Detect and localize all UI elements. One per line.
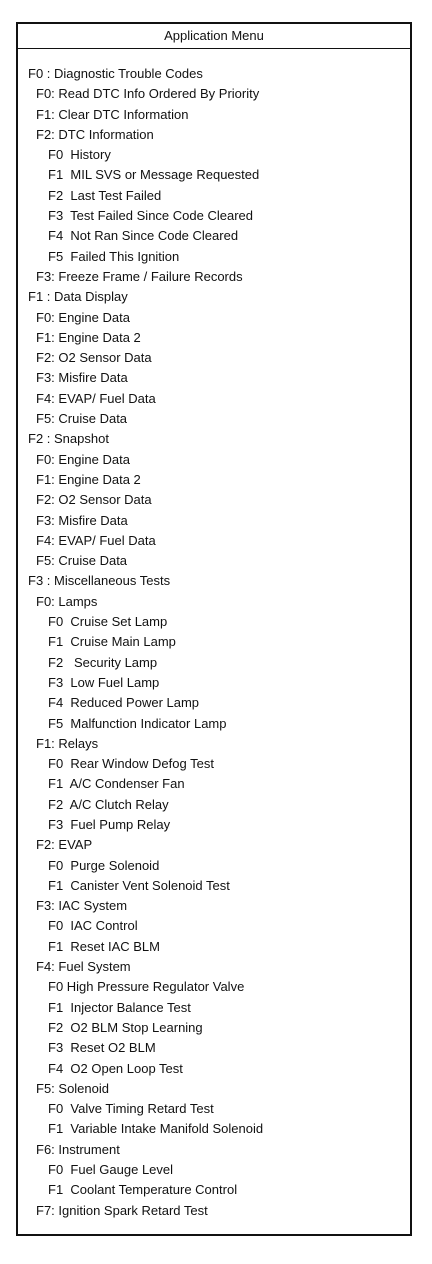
menu-item[interactable]: F2 Last Test Failed	[48, 187, 162, 203]
menu-item[interactable]: F1 Coolant Temperature Control	[48, 1182, 238, 1198]
menu-item[interactable]: F5 Failed This Ignition	[48, 248, 180, 264]
menu-item[interactable]: F1 Canister Vent Solenoid Test	[48, 877, 230, 893]
menu-item[interactable]: F2 O2 BLM Stop Learning	[48, 1019, 203, 1035]
menu-item[interactable]: F0 History	[48, 147, 111, 163]
menu-item[interactable]: F5: Solenoid	[36, 1080, 109, 1096]
menu-item[interactable]: F5: Cruise Data	[36, 411, 128, 427]
menu-item[interactable]: F2: O2 Sensor Data	[36, 492, 152, 508]
menu-item[interactable]: F1 Injector Balance Test	[48, 999, 191, 1015]
menu-item[interactable]: F0 Cruise Set Lamp	[48, 614, 168, 630]
menu-item[interactable]: F0: Read DTC Info Ordered By Priority	[36, 86, 260, 102]
menu-item[interactable]: F1: Engine Data 2	[36, 471, 141, 487]
menu-item[interactable]: F2: DTC Information	[36, 126, 154, 142]
application-menu-panel	[16, 22, 412, 1236]
menu-item[interactable]: F2: O2 Sensor Data	[36, 350, 152, 366]
menu-item[interactable]: F2 Security Lamp	[48, 654, 158, 670]
menu-item[interactable]: F0 IAC Control	[48, 918, 138, 934]
menu-item[interactable]: F3: Freeze Frame / Failure Records	[36, 268, 243, 284]
menu-item[interactable]: F3 Test Failed Since Code Cleared	[48, 208, 253, 224]
menu-item[interactable]: F5 Malfunction Indicator Lamp	[48, 715, 227, 731]
menu-item[interactable]: F4 O2 Open Loop Test	[48, 1060, 183, 1076]
menu-item[interactable]: F0 Valve Timing Retard Test	[48, 1101, 214, 1117]
menu-item[interactable]: F1 MIL SVS or Message Requested	[48, 167, 260, 183]
menu-item[interactable]: F0 Fuel Gauge Level	[48, 1162, 174, 1178]
panel-footer-space	[18, 1208, 410, 1234]
menu-item[interactable]: F1: Relays	[36, 735, 99, 751]
menu-item[interactable]: F1 : Data Display	[28, 289, 128, 305]
menu-item[interactable]: F0: Engine Data	[36, 451, 130, 467]
menu-item[interactable]: F2 : Snapshot	[28, 431, 109, 447]
menu-item[interactable]: F2 A/C Clutch Relay	[48, 796, 169, 812]
menu-item[interactable]: F7: Ignition Spark Retard Test	[36, 1202, 208, 1218]
menu-item[interactable]: F3: Misfire Data	[36, 370, 128, 386]
menu-item[interactable]: F4 Not Ran Since Code Cleared	[48, 228, 239, 244]
menu-item[interactable]: F3 Reset O2 BLM	[48, 1040, 156, 1056]
menu-item[interactable]: F3 Low Fuel Lamp	[48, 674, 160, 690]
menu-item[interactable]: F3 : Miscellaneous Tests	[28, 573, 171, 589]
menu-title: Application Menu	[18, 24, 410, 49]
menu-list	[18, 64, 410, 1221]
menu-item[interactable]: F1: Clear DTC Information	[36, 106, 189, 122]
menu-item[interactable]: F4 Reduced Power Lamp	[48, 695, 200, 711]
menu-item[interactable]: F1 A/C Condenser Fan	[48, 776, 185, 792]
menu-item[interactable]: F0 Purge Solenoid	[48, 857, 160, 873]
menu-item[interactable]: F0 Rear Window Defog Test	[48, 756, 214, 772]
menu-item[interactable]: F6: Instrument	[36, 1141, 120, 1157]
menu-item[interactable]: F5: Cruise Data	[36, 553, 128, 569]
menu-item[interactable]: F4: EVAP/ Fuel Data	[36, 532, 156, 548]
menu-item[interactable]: F3 Fuel Pump Relay	[48, 816, 171, 832]
menu-item[interactable]: F0: Lamps	[36, 593, 98, 609]
menu-item[interactable]: F4: EVAP/ Fuel Data	[36, 390, 156, 406]
menu-item[interactable]: F0 : Diagnostic Trouble Codes	[28, 66, 203, 81]
menu-item[interactable]: F1 Reset IAC BLM	[48, 938, 160, 954]
menu-item[interactable]: F1: Engine Data 2	[36, 329, 141, 345]
menu-item[interactable]: F3: Misfire Data	[36, 512, 128, 528]
menu-item[interactable]: F0: Engine Data	[36, 309, 130, 325]
menu-item[interactable]: F2: EVAP	[36, 837, 93, 853]
menu-item[interactable]: F0 High Pressure Regulator Valve	[48, 979, 245, 995]
menu-item[interactable]: F3: IAC System	[36, 898, 128, 914]
menu-item[interactable]: F1 Variable Intake Manifold Solenoid	[48, 1121, 264, 1137]
menu-item[interactable]: F1 Cruise Main Lamp	[48, 634, 176, 650]
menu-item[interactable]: F4: Fuel System	[36, 959, 131, 975]
